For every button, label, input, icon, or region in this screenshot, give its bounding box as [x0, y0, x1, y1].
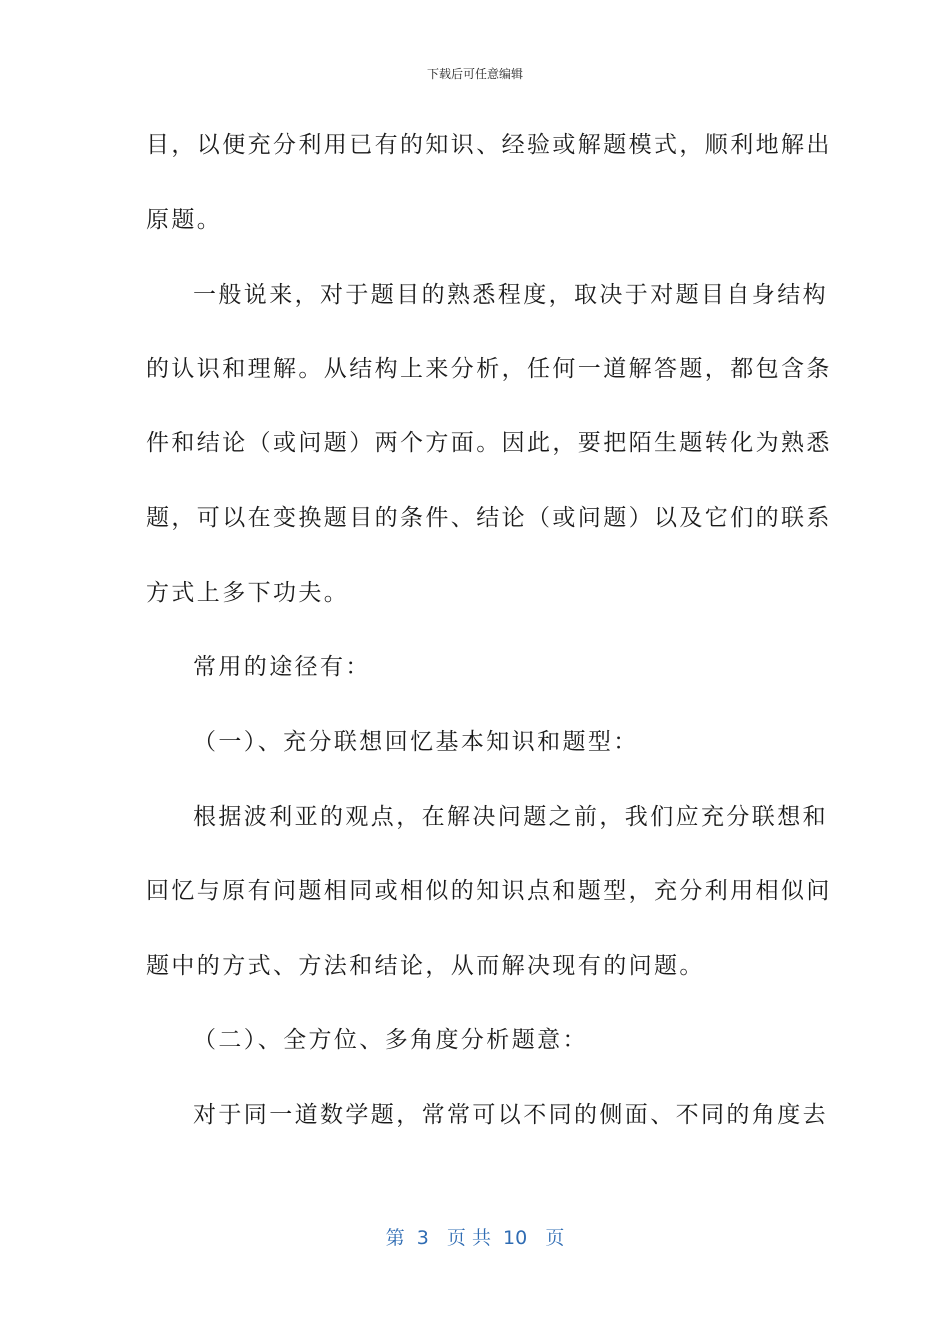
paragraph-line: 根据波利亚的观点，在解决问题之前，我们应充分联想和 — [193, 804, 828, 830]
paragraph-line: 题中的方式、方法和结论，从而解决现有的问题。 — [146, 953, 705, 979]
paragraph-line: 方式上多下功夫。 — [146, 580, 350, 606]
paragraph-line: 原题。 — [146, 207, 223, 233]
paragraph-line: 一般说来，对于题目的熟悉程度，取决于对题目自身结构 — [193, 282, 828, 308]
paragraph-line: 目，以便充分利用已有的知识、经验或解题模式，顺利地解出 — [146, 132, 832, 158]
section-heading: （二）、全方位、多角度分析题意： — [193, 1027, 588, 1053]
section-heading: （一）、充分联想回忆基本知识和题型： — [193, 729, 639, 755]
paragraph-line: 件和结论（或问题）两个方面。因此，要把陌生题转化为熟悉 — [146, 430, 832, 456]
paragraph-line: 常用的途径有： — [193, 654, 371, 680]
paragraph-line: 题，可以在变换题目的条件、结论（或问题）以及它们的联系 — [146, 505, 832, 531]
paragraph-line: 的认识和理解。从结构上来分析，任何一道解答题，都包含条 — [146, 356, 832, 382]
paragraph-line: 对于同一道数学题，常常可以不同的侧面、不同的角度去 — [193, 1102, 828, 1128]
page-header-note: 下载后可任意编辑 — [426, 67, 523, 81]
page-number-footer: 第 3 页 共 10 页 — [385, 1227, 565, 1249]
paragraph-line: 回忆与原有问题相同或相似的知识点和题型，充分利用相似问 — [146, 878, 832, 904]
